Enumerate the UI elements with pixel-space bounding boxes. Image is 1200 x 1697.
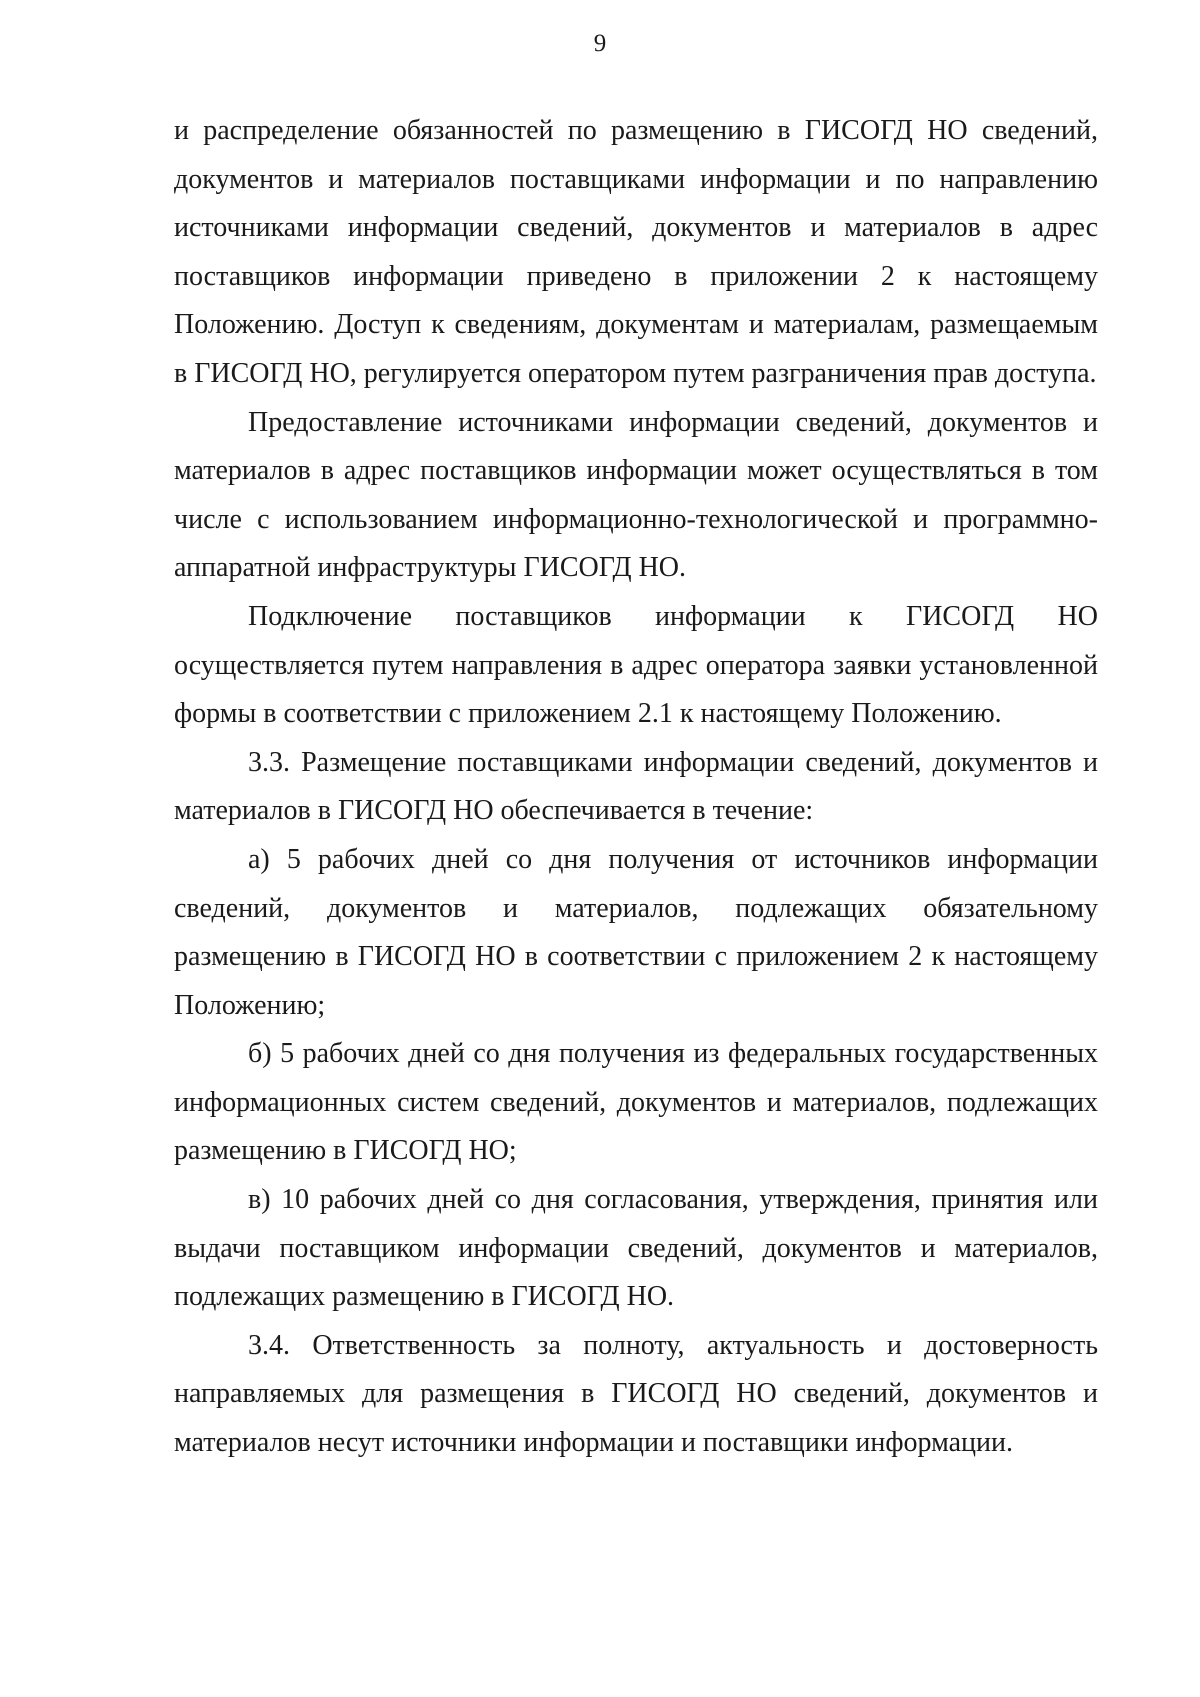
paragraph-section-3-3 xyxy=(174,739,1098,836)
text-line: б) 5 рабочих дней со дня получения из федеральных xyxy=(248,1038,887,1070)
text-line: в) 10 рабочих дней со дня согласования, утверждения, принятия xyxy=(248,1184,1044,1216)
paragraph-section-3-4 xyxy=(174,1322,1098,1468)
text-line: к настоящему Положению; xyxy=(174,941,1099,1021)
paragraph-item-b xyxy=(174,1030,1098,1176)
text-line: Положению. Доступ к сведениям, документам и материалам, размещаемым xyxy=(174,309,1098,341)
text-line: формы в соответствии с приложением 2.1 к настоящему Положению. xyxy=(174,698,1002,730)
text-line: Предоставление источниками информации сведений, документов xyxy=(248,406,1068,438)
page-number: 9 xyxy=(593,30,607,57)
text-line: и материалов несут источники информации и поставщики информации. xyxy=(174,1378,1098,1459)
text-line: источниками информации сведений, документов и материалов в адрес xyxy=(174,212,1098,244)
text-line: осуществляется путем направления в адрес оператора заявки установленной xyxy=(174,649,1098,681)
text-line: и материалов в адрес поставщиков информации может осуществляться xyxy=(174,406,1099,487)
text-line: и материалов в ГИСОГД НО обеспечивается в течение: xyxy=(174,746,1098,827)
document-body xyxy=(174,107,1098,1468)
text-line: в том числе с использованием информационно-технологической xyxy=(174,455,1098,535)
text-line: а) 5 рабочих дней со дня получения от источников информации xyxy=(248,843,1098,875)
text-line: направляемых для размещения в ГИСОГД НО сведений, документов xyxy=(174,1378,1067,1410)
text-line: сведений, документов и материалов, подлежащих обязательному xyxy=(174,892,1098,924)
text-line: государственных информационных систем сведений, документов xyxy=(174,1038,1099,1118)
paragraph-infrastructure xyxy=(174,399,1098,593)
paragraph-access-distribution xyxy=(174,107,1098,399)
paragraph-item-v xyxy=(174,1176,1098,1322)
text-line: размещению в ГИСОГД НО в соответствии с приложением 2 xyxy=(174,941,923,973)
text-line: и материалов, подлежащих размещению в ГИСОГД НО; xyxy=(174,1086,1098,1167)
text-line: и материалов, подлежащих размещению в ГИСОГД НО. xyxy=(174,1232,1099,1313)
text-line: Подключение поставщиков информации к ГИСОГД НО xyxy=(248,600,1098,632)
text-line: документов и материалов поставщиками информации и по направлению xyxy=(174,163,1098,195)
text-line: и программно-аппаратной инфраструктуры ГИСОГД НО. xyxy=(174,503,1098,584)
paragraph-item-a xyxy=(174,836,1098,1030)
paragraph-connection xyxy=(174,593,1098,739)
text-line: в ГИСОГД НО, регулируется оператором путем разграничения прав xyxy=(174,357,988,389)
text-line: 3.3. Размещение поставщиками информации сведений, документов xyxy=(248,746,1072,778)
text-line: доступа. xyxy=(994,357,1097,389)
text-line: 3.4. Ответственность за полноту, актуальность и достоверность xyxy=(248,1329,1098,1361)
text-line: поставщиков информации приведено в приложении 2 к настоящему xyxy=(174,260,1098,292)
text-line: или выдачи поставщиком информации сведений, документов xyxy=(174,1184,1098,1264)
text-line: и распределение обязанностей по размещению в ГИСОГД НО сведений, xyxy=(174,115,1098,146)
